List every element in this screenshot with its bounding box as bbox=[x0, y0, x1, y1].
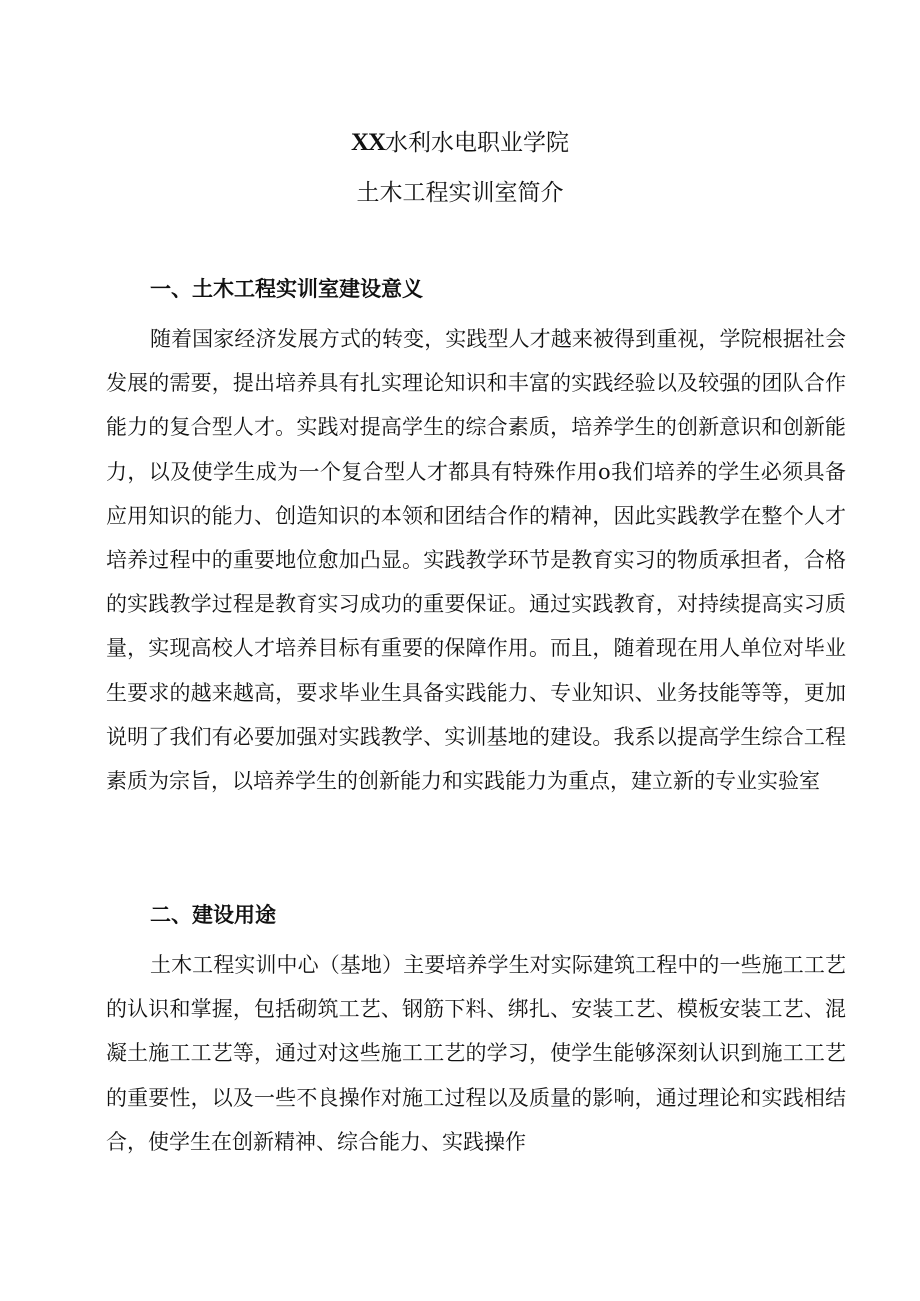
section-paragraph-purpose: 土木工程实训中心（基地）主要培养学生对实际建筑工程中的一些施工工艺的认识和掌握，包括砌筑工艺、钢筋下料、绑扎、安装工艺、模板安装工艺、混凝土施工工艺等，通过对这些施工工艺的学习，使学生能够深刻认识到施工工艺的重要性，以及一些不良操作对施工过程以及质量的影响，通过理论和实践相结合，使学生在创新精神、综合能力、实践操作 bbox=[106, 953, 846, 1154]
title-org-prefix: XX bbox=[350, 129, 386, 156]
title-org-name: 水利水电职业学院 bbox=[385, 130, 570, 156]
section-heading-significance: 一、土木工程实训室建设意义 bbox=[150, 276, 423, 301]
section-paragraph-significance: 随着国家经济发展方式的转变，实践型人才越来被得到重视，学院根据社会发展的需要，提出培养具有扎实理论知识和丰富的实践经验以及较强的团队合作能力的复合型人才。实践对提高学生的综合素质，培养学生的创新意识和创新能力，以及使学生成为一个复合型人才都具有特殊作用o我们培养的学生必须具备应用知识的能力、创造知识的本领和团结合作的精神，因此实践教学在整个人才培养过程中的重要地位愈加凸显。实践教学环节是教育实习的物质承担者，合格的实践教学过程是教育实习成功的重要保证。通过实践教育，对持续提高实习质量，实现高校人才培养目标有重要的保障作用。而且，随着现在用人单位对毕业生要求的越来越高，要求毕业生具备实践能力、专业知识、业务技能等等，更加说明了我们有必要加强对实践教学、实训基地的建设。我系以提高学生综合工程素质为宗旨，以培养学生的创新能力和实践能力为重点，建立新的专业实验室 bbox=[106, 327, 846, 794]
document-title bbox=[0, 128, 920, 158]
document-subtitle: 土木工程实训室简介 bbox=[356, 180, 564, 206]
section-heading-purpose: 二、建设用途 bbox=[150, 902, 276, 927]
